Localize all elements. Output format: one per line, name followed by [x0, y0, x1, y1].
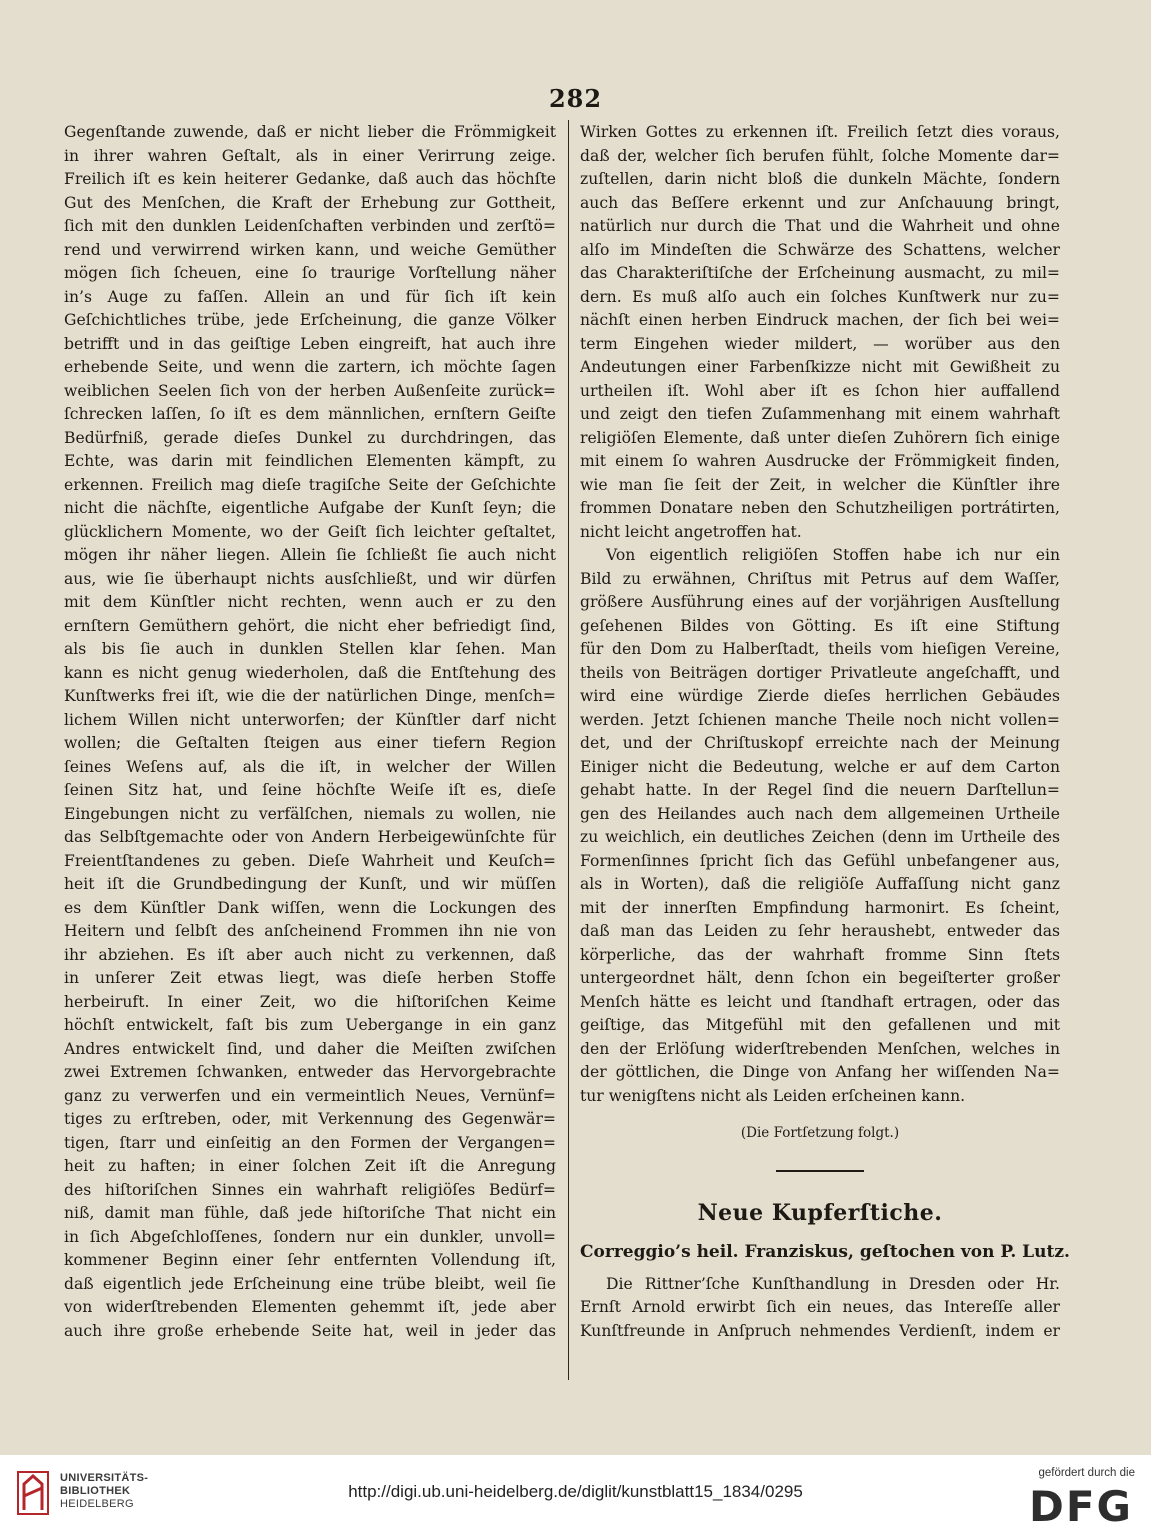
right-paragraph-1-line: nicht leicht angetroffen hat. [580, 522, 802, 541]
left-column-line: kommener Beginn einer ſehr entfernten Vollendung iſt, [64, 1251, 556, 1269]
left-column-line: daß eigentlich jede Erſcheinung eine trübe bleibt, weil ſie [64, 1274, 556, 1293]
left-column-line: tiges zu erſtreben, oder, mit Verkennung des Gegenwär= [64, 1110, 556, 1128]
left-column-line: ganz zu verwerfen und ein vermeintlich Neues, Vernünf= [64, 1086, 556, 1105]
right-paragraph-2-line: Einiger nicht die Bedeutung, welche er auf dem Carton [580, 757, 1060, 776]
left-column-line: Heitern und ſelbſt des anſcheinend Frommen ihn nie von [64, 922, 556, 940]
right-paragraph-1-line: term Eingehen wieder mildert, — worüber aus den [580, 334, 1060, 353]
right-paragraph-2-line: gehabt hatte. In der Regel ſind die neuern Darſtellun= [580, 781, 1060, 799]
right-paragraph-1-line: natürlich nur durch die That und die Wahrheit und ohne [580, 217, 1060, 235]
section-rule [776, 1170, 864, 1172]
left-column-line: rend und verwirrend wirken kann, und weiche Gemüther [64, 240, 556, 259]
left-column-line: Eingebungen nicht zu verfälſchen, niemals zu wollen, nie [64, 804, 556, 823]
right-paragraph-2-line: der göttlichen, die Dinge von Anfang her wiſſenden Na= [580, 1063, 1060, 1081]
left-column-line: wollen; die Geſtalten ſteigen aus einer tiefern Region [64, 734, 556, 752]
right-paragraph-2-line: körperliche, das der wahrhaft fromme Sinn ſtets [580, 945, 1060, 964]
left-column-line: Geſchichtliches trübe, jede Erſcheinung, die ganze Völker [64, 311, 556, 329]
left-column-line: zwei Extremen ſchwanken, entweder das Hervorgebrachte [64, 1063, 556, 1081]
left-column-line: Freilich iſt es kein heiterer Gedanke, daß auch das höchſte [64, 170, 556, 188]
left-column-line: Gut des Menſchen, die Kraft der Erhebung zur Gottheit, [64, 193, 556, 212]
right-paragraph-1-line: das Charakteriſtiſche der Erſcheinung ausmacht, zu mil= [580, 264, 1060, 282]
right-paragraph-2-line: Bild zu erwähnen, Chriſtus mit Petrus auf dem Waſſer, [580, 569, 1060, 588]
right-paragraph-1-line: Andeutungen einer Farbenſkizze nicht mit Gewißheit zu [580, 358, 1060, 376]
left-column-line: mögen ihr näher liegen. Allein ſie ſchließt ſie auch nicht [64, 546, 556, 564]
left-column-line: Bedürfniß, gerade dieſes Dunkel zu durchdringen, das [64, 428, 556, 447]
left-column-line: mit dem Künſtler nicht rechten, wenn auch er zu den [64, 593, 556, 611]
left-column-line: in ihrer wahren Geſtalt, als in einer Verirrung zeige. [64, 146, 556, 165]
right-paragraph-2-line: geiſtige, das Mitgefühl mit den gefallenen und mit [580, 1016, 1060, 1034]
right-paragraph-2 [580, 544, 1060, 1108]
right-paragraph-2-line: für den Dom zu Halberſtadt, theils vom hieſigen Vereine, [580, 640, 1060, 658]
right-paragraph-1-line: wie man ſie ſeit der Zeit, in welcher die Künſtler ihre [580, 475, 1060, 494]
right-paragraph-2-line: Von eigentlich religiöſen Stoffen habe ich nur ein [606, 546, 1060, 564]
right-paragraph-2-line: geſehenen Bildes von Götting. Es iſt eine Stiftung [580, 616, 1060, 635]
left-column-line: herbeiruft. In einer Zeit, wo die hiſtoriſchen Keime [64, 992, 556, 1011]
left-column-line: mögen ſich ſcheuen, eine ſo traurige Vorſtellung näher [64, 264, 556, 282]
left-column-line: das Selbſtgemachte oder von Andern Herbeigewünſchte für [64, 828, 556, 846]
left-column-line: glücklichern Momente, wo der Geiſt ſich leichter geſtaltet, [64, 522, 556, 541]
left-column-line: höchſt entwickelt, faſt bis zum Uebergange in ein ganz [64, 1016, 556, 1034]
left-column-line: Echte, was darin mit feindlichen Elementen kämpft, zu [64, 452, 556, 470]
left-column-line: Freientſtandenes zu geben. Dieſe Wahrheit und Keuſch= [64, 851, 556, 870]
left-column-line: niß, damit man fühle, daß jede hiſtoriſche That nicht ein [64, 1204, 556, 1222]
right-paragraph-2-line: als in Worten), daß die religiöſe Auffaſſung nicht ganz [580, 875, 1060, 893]
right-paragraph-2-line: werden. Jetzt ſchienen manche Theile noch nicht vollen= [580, 710, 1060, 729]
right-paragraph-2-line: größere Ausführung eines auf der vorjährigen Ausſtellung [580, 593, 1060, 611]
left-column-line: in ſich Abgeſchloſſenes, ſondern nur ein dunkler, unvoll= [64, 1227, 556, 1246]
left-column-line: in’s Auge zu faſſen. Allein an und für ſich iſt kein [64, 287, 556, 306]
left-column-line: betrifft und in das geiſtige Leben eingreift, hat auch ihre [64, 334, 556, 353]
left-column-line: ſich mit den dunklen Leidenſchaften verbinden und zerſtö= [64, 217, 556, 235]
article-paragraph-line: Die Rittner’ſche Kunſthandlung in Dresden oder Hr. [606, 1274, 1060, 1293]
left-column-line: nicht die nächſte, eigentliche Aufgabe der Kunſt ſeyn; die [64, 499, 556, 517]
right-paragraph-1-line: auch das Beſſere erkennt und zur Anſchauung bringt, [580, 193, 1060, 212]
right-paragraph-1-line: alſo im Mindeſten die Schwärze des Schattens, welcher [580, 240, 1060, 259]
left-column-line: Gegenſtande zuwende, daß er nicht lieber die Frömmigkeit [64, 123, 556, 141]
right-paragraph-1 [580, 121, 1060, 544]
right-paragraph-2-line: det, und der Chriſtuskopf erreichte nach der Meinung [580, 734, 1060, 752]
right-paragraph-1-line: daß der, welcher ſich berufen fühlt, ſolche Momente dar= [580, 146, 1060, 165]
right-paragraph-2-line: zu weichlich, ein deutliches Zeichen (denn im Urtheile des [580, 828, 1060, 846]
right-column [580, 121, 1070, 1343]
right-paragraph-1-line: frommen Donatare neben den Schutzheiligen portrátirten, [580, 499, 1060, 517]
right-paragraph-2-line: mit der innerſten Empfindung harmonirt. Es ſcheint, [580, 898, 1060, 917]
article-paragraph-line: Ernſt Arnold erwirbt ſich ein neues, das Intereſſe aller [580, 1298, 1060, 1316]
footer-bar [0, 1455, 1151, 1538]
article-title: Correggio’s heil. Franziskus, geſtochen von P. Lutz. [580, 1242, 1070, 1262]
right-paragraph-2-line: wird eine würdige Zierde dieſes herrlichen Gebäudes [580, 687, 1060, 705]
left-column-line: Andres entwickelt ſind, und daher die Meiſten zwiſchen [64, 1039, 556, 1058]
right-paragraph-1-line: urtheilen iſt. Wohl aber iſt es ſchon hier auffallend [580, 381, 1060, 400]
left-column-line: ihr abziehen. Es iſt aber auch nicht zu verkennen, daß [64, 945, 556, 964]
right-paragraph-2-line: theils von Beiträgen dortiger Privatleute angeſchafft, und [580, 663, 1060, 682]
right-paragraph-2-line: gen des Heilandes auch nach dem allgemeinen Urtheile [580, 804, 1060, 823]
left-column-line: weiblichen Seelen ſich von der herben Außenſeite zurück= [64, 381, 556, 400]
left-column-line: des hiſtoriſchen Sinnes ein wahrhaft religiöſes Bedürf= [64, 1180, 556, 1199]
page-number: 282 [548, 84, 603, 113]
library-name-line-1: UNIVERSITÄTS- [60, 1472, 149, 1484]
left-column-line: aus, wie ſie überhaupt nichts ausſchließt, und wir dürfen [64, 569, 556, 588]
left-column-line: tigen, ſtarr und einſeitig an den Formen der Vergangen= [64, 1133, 556, 1152]
dfg-logo: DFG [1028, 1482, 1133, 1531]
library-name-line-2: BIBLIOTHEK [60, 1485, 131, 1497]
sponsor-text: gefördert durch die [1038, 1467, 1135, 1479]
continuation-note: (Die Fortſetzung folgt.) [740, 1125, 900, 1141]
left-column-line: ſeines Weſens auf, als die iſt, in welcher der Willen [64, 757, 556, 776]
left-column-line: erhebende Seite, und wenn die zartern, ich möchte ſagen [64, 358, 556, 376]
column-divider [568, 120, 569, 1380]
left-column-line: auch ihre große erhebende Seite hat, weil in jeder das [64, 1321, 556, 1340]
right-paragraph-2-line: untergeordnet hält, denn ſchon ein begeiſterter großer [580, 969, 1060, 987]
article-paragraph [580, 1273, 1060, 1344]
library-name-line-3: HEIDELBERG [60, 1498, 134, 1510]
right-paragraph-2-line: Menſch hätte es leicht und ſtandhaft ertragen, oder das [580, 992, 1060, 1011]
left-column-line: erkennen. Freilich mag dieſe tragiſche Seite der Geſchichte [64, 475, 556, 494]
left-column-line: ernſtern Gemüthern gehört, die nicht eher befriedigt ſind, [64, 616, 556, 635]
right-paragraph-2-line: den der Erlöſung widerſtrebenden Menſchen, welches in [580, 1039, 1060, 1058]
right-paragraph-1-line: mit einem ſo wahren Ausdrucke der Frömmigkeit finden, [580, 452, 1060, 470]
left-column-line: heit iſt die Grundbedingung der Kunſt, und wir müſſen [64, 875, 556, 893]
left-column-line: als bis ſie auch in dunklen Stellen klar ſehen. Man [64, 640, 556, 658]
right-paragraph-1-line: und zeigt den tiefen Zuſammenhang mit einem wahrhaft [580, 405, 1060, 423]
left-column [64, 121, 556, 1343]
left-column-line: Kunſtwerks frei iſt, wie die der natürlichen Dinge, menſch= [64, 687, 556, 705]
section-title: Neue Kupferſtiche. [697, 1199, 943, 1226]
left-column-line: es dem Künſtler Dank wiſſen, wenn die Lockungen des [64, 898, 556, 917]
left-column-line: von widerſtrebenden Elementen gehemmt iſt, jede aber [64, 1298, 556, 1316]
left-column-line: in unſerer Zeit etwas liegt, was dieſe herben Stoffe [64, 969, 556, 987]
left-column-line: lichem Willen nicht unterworfen; der Künſtler darf nicht [64, 710, 556, 729]
right-paragraph-1-line: religiöſen Elemente, daß unter dieſen Zuhörern ſich einige [580, 428, 1060, 447]
right-paragraph-1-line: dern. Es muß alſo auch ein ſolches Kunſtwerk nur zu= [580, 287, 1060, 306]
right-paragraph-2-line: daß man das Leiden zu ſehr heraushebt, entweder das [580, 922, 1060, 940]
left-column-line: heit zu haften; in einer ſolchen Zeit iſt die Anregung [64, 1157, 556, 1175]
right-paragraph-1-line: Wirken Gottes zu erkennen iſt. Freilich ſetzt dies voraus, [580, 123, 1060, 141]
right-paragraph-1-line: nächſt einen herben Eindruck machen, der ſich bei wei= [580, 311, 1060, 329]
left-column-line: ſeinen Sitz hat, und ſeine höchſte Weiſe iſt es, dieſe [64, 781, 556, 799]
left-column-line: kann es nicht genug wiederholen, daß die Entſtehung des [64, 663, 556, 682]
document-url-link[interactable]: http://digi.ub.uni-heidelberg.de/diglit/kunstblatt15_1834/0295 [348, 1482, 803, 1501]
article-paragraph-line: Kunſtfreunde in Anſpruch nehmendes Verdienſt, indem er [580, 1321, 1060, 1340]
left-column-line: ſchrecken laſſen, ſo iſt es dem männlichen, ernſtern Geiſte [64, 405, 556, 423]
right-paragraph-2-line: Formenſinnes ſpricht ſich das Gefühl unbefangener aus, [580, 851, 1060, 870]
right-paragraph-1-line: zuſtellen, darin nicht bloß die dunkeln Mächte, ſondern [580, 170, 1060, 188]
right-paragraph-2-line: tur wenigſtens nicht als Leiden erſcheinen kann. [580, 1086, 966, 1105]
